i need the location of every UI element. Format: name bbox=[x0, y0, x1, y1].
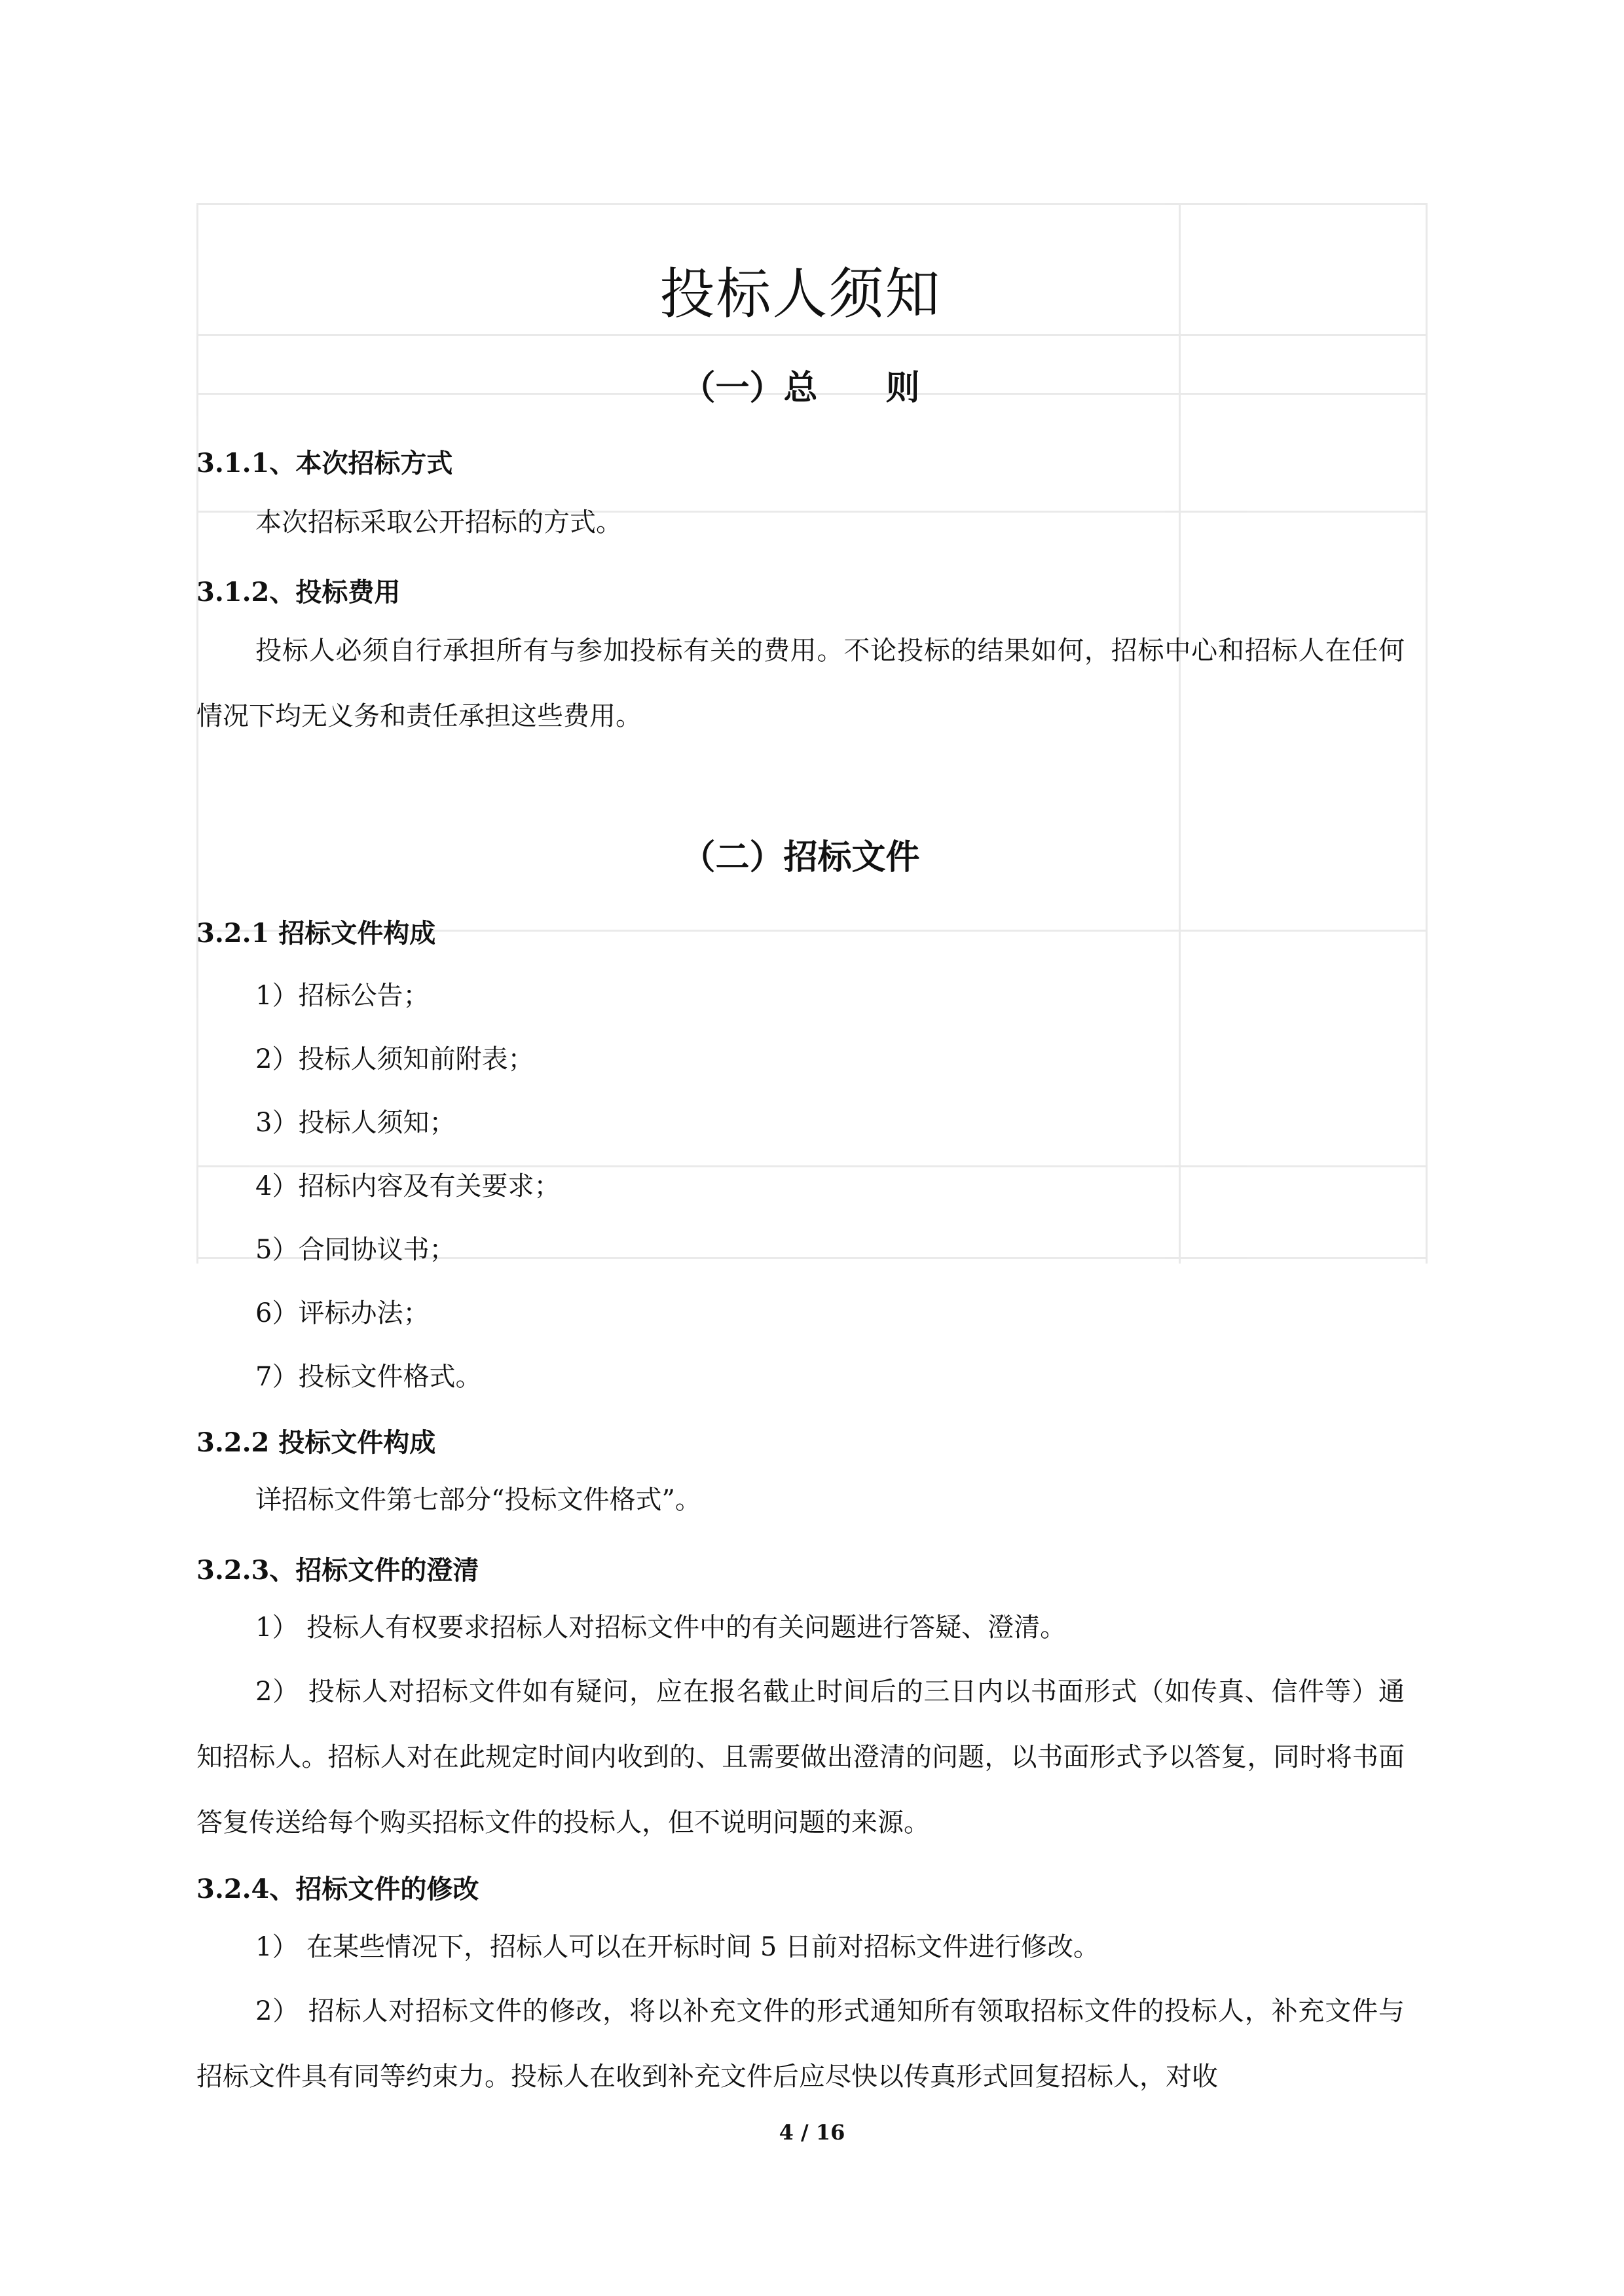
clause-heading-3-2-2: 3.2.2 投标文件构成 bbox=[196, 1427, 436, 1458]
clause-text-3-2-4-2: 2） 招标人对招标文件的修改，将以补充文件的形式通知所有领取招标文件的投标人，补充文件与招标文件具有同等约束力。投标人在收到补充文件后应尽快以传真形式回复招标人，对收 bbox=[196, 1996, 1405, 2092]
clause-text-3-1-1: 本次招标采取公开招标的方式。 bbox=[255, 507, 622, 538]
clause-text-3-2-3-1: 1） 投标人有权要求招标人对招标文件中的有关问题进行答疑、澄清。 bbox=[255, 1613, 1067, 1643]
list-item: 6）评标办法； bbox=[255, 1298, 430, 1328]
section-heading-general: （一）总 则 bbox=[681, 368, 920, 408]
clause-text-3-1-2: 投标人必须自行承担所有与参加投标有关的费用。不论投标的结果如何，招标中心和招标人在任何情况下均无义务和责任承担这些费用。 bbox=[196, 636, 1405, 731]
list-item: 2）投标人须知前附表； bbox=[255, 1044, 534, 1074]
clause-text-3-2-3-2: 2） 投标人对招标文件如有疑问，应在报名截止时间后的三日内以书面形式（如传真、信件等）通知招标人。招标人对在此规定时间内收到的、且需要做出澄清的问题，以书面形式予以答复，同时将书面答复传送给每个购买招标文件的投标人，但不说明问题的来源。 bbox=[196, 1677, 1405, 1838]
list-item: 1）招标公告； bbox=[255, 981, 430, 1011]
list-item: 5）合同协议书； bbox=[255, 1235, 456, 1265]
page-number: 4 / 16 bbox=[779, 2120, 845, 2145]
page-title: 投标人须知 bbox=[659, 262, 942, 326]
list-item: 7）投标文件格式。 bbox=[255, 1362, 482, 1392]
list-item: 4）招标内容及有关要求； bbox=[255, 1171, 561, 1201]
clause-heading-3-2-3: 3.2.3、招标文件的澄清 bbox=[196, 1555, 479, 1586]
clause-heading-3-2-4: 3.2.4、招标文件的修改 bbox=[196, 1874, 479, 1904]
clause-text-3-2-2: 详招标文件第七部分“投标文件格式”。 bbox=[255, 1485, 701, 1515]
clause-heading-3-1-1: 3.1.1、本次招标方式 bbox=[196, 448, 453, 479]
section-heading-tender-docs: （二）招标文件 bbox=[681, 837, 920, 877]
clause-heading-3-1-2: 3.1.2、投标费用 bbox=[196, 577, 401, 608]
clause-text-3-2-4-1: 1） 在某些情况下，招标人可以在开标时间 5 日前对招标文件进行修改。 bbox=[255, 1932, 1100, 1962]
clause-heading-3-2-1: 3.2.1 招标文件构成 bbox=[196, 918, 436, 949]
list-item: 3）投标人须知； bbox=[255, 1108, 456, 1138]
